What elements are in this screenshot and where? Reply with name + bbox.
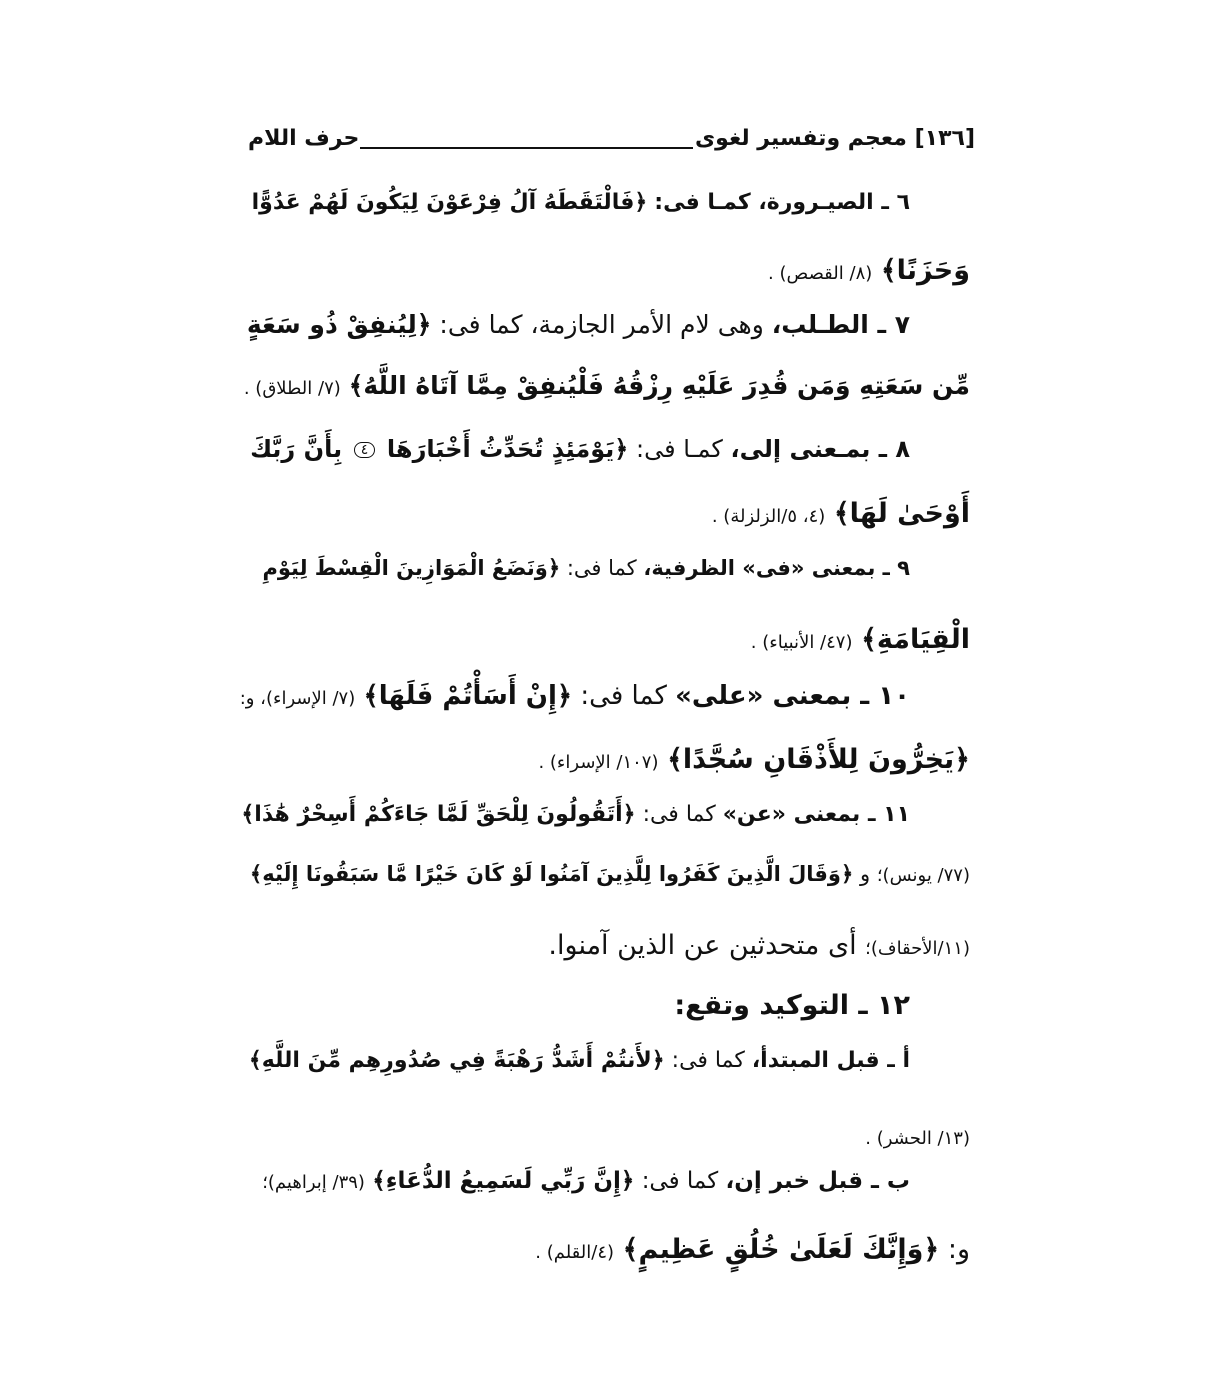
quran-quote: وَحَزَنًا﴾ xyxy=(880,255,970,286)
quran-quote: ﴿إِنْ أَسَأْتُمْ فَلَهَا﴾ xyxy=(363,681,573,711)
quran-quote: مِّن سَعَتِهِ وَمَن قُدِرَ عَلَيْهِ رِزْقُهُ فَلْيُنفِقْ مِمَّا آتَاهُ اللَّهُ﴾ xyxy=(348,371,970,400)
item-label: ١١ ـ بمعنى «عن» xyxy=(722,802,910,827)
quran-quote: أَوْحَىٰ لَهَا﴾ xyxy=(833,498,970,529)
item-text: و xyxy=(859,862,871,886)
item-12a-line-2 xyxy=(865,1122,970,1149)
item-11-line-2 xyxy=(250,864,970,885)
verse-number-marker: ٤ xyxy=(354,442,376,458)
item-label: ٨ ـ بمـعنى إلى، xyxy=(730,435,910,463)
quran-reference: (١٣/ الحشر) . xyxy=(865,1128,970,1149)
quran-quote: ﴿يَوْمَئِذٍ تُحَدِّثُ أَخْبَارَهَا xyxy=(386,435,629,463)
header-rule xyxy=(360,147,693,149)
item-11-line-3 xyxy=(548,932,970,959)
quran-reference: (٣٩/ إبراهيم)؛ xyxy=(262,1172,365,1193)
item-text: و: xyxy=(947,1234,970,1265)
quran-reference: (١١/الأحقاف)؛ xyxy=(865,938,970,959)
quran-reference: (٤/القلم) . xyxy=(535,1242,615,1263)
item-12b-line-1 xyxy=(262,1170,910,1193)
item-label: ٦ ـ الصيـرورة، كمـا فى: xyxy=(654,190,910,215)
quran-quote: ﴿إِنَّ رَبِّي لَسَمِيعُ الدُّعَاءِ﴾ xyxy=(372,1168,635,1194)
item-label: أ ـ قبل المبتدأ، xyxy=(751,1048,910,1073)
quran-quote: ﴿يَخِرُّونَ لِلأَذْقَانِ سُجَّدًا﴾ xyxy=(667,744,970,775)
item-label: ١٠ ـ بمعنى «على» xyxy=(675,681,910,711)
quran-reference: (٧/ الطلاق) . xyxy=(243,378,341,399)
item-12a-line-1 xyxy=(249,1050,910,1072)
item-text: كما فى: xyxy=(580,681,667,711)
item-9-line-2 xyxy=(751,626,970,653)
item-7-line-2 xyxy=(244,373,970,398)
item-6-line-1 xyxy=(252,192,910,214)
item-10-line-1 xyxy=(240,683,910,709)
item-6-line-2 xyxy=(768,257,970,284)
quran-quote: ﴿لأَنتُمْ أَشَدُّ رَهْبَةً فِي صُدُورِهِم مِّنَ اللَّهِ﴾ xyxy=(248,1048,665,1073)
item-text: كما فى: xyxy=(641,1168,719,1194)
quran-reference: (٤، ٥/الزلزلة) . xyxy=(711,506,826,527)
item-text: كمـا فى: xyxy=(636,435,723,463)
item-text: كما فى: xyxy=(642,802,716,827)
quran-reference: (١٠٧/ الإسراء) . xyxy=(538,752,659,773)
quran-quote: ﴿فَالْتَقَطَهُ آلُ فِرْعَوْنَ لِيَكُونَ لَهُمْ عَدُوًّا xyxy=(251,190,648,215)
item-12-heading xyxy=(674,992,910,1019)
item-10-line-2 xyxy=(538,746,970,773)
quran-reference: (٧/ الإسراء)، و: xyxy=(239,688,356,709)
item-text: أى متحدثين عن الذين آمنوا. xyxy=(548,930,857,961)
quran-quote: ﴿وَقَالَ الَّذِينَ كَفَرُوا لِلَّذِينَ آمَنُوا لَوْ كَانَ خَيْرًا مَّا سَبَقُونَا إِلَيْهِ﴾ xyxy=(249,862,854,886)
page-header xyxy=(248,126,975,166)
quran-reference: (٤٧/ الأنبياء) . xyxy=(750,632,853,653)
item-label: ٩ ـ بمعنى «فى» الظرفية، xyxy=(643,556,910,580)
quran-quote: ﴿لِيُنفِقْ ذُو سَعَةٍ xyxy=(246,310,432,339)
item-8-line-2 xyxy=(712,500,970,527)
quran-reference: (٧٧/ يونس)؛ xyxy=(876,865,970,886)
item-12b-line-2 xyxy=(535,1236,970,1263)
item-text: وهى لام الأمر الجازمة، كما فى: xyxy=(439,310,764,339)
quran-reference: (٨/ القصص) . xyxy=(768,263,873,284)
item-7-line-1 xyxy=(247,312,910,337)
item-label: ٧ ـ الطـلب، xyxy=(771,310,910,339)
quran-quote: ﴿أَتَقُولُونَ لِلْحَقِّ لَمَّا جَاءَكُمْ أَسِحْرٌ هَٰذَا﴾ xyxy=(241,802,636,827)
quran-quote: بِأَنَّ رَبَّكَ xyxy=(250,435,343,463)
quran-quote: ﴿وَإِنَّكَ لَعَلَىٰ خُلُقٍ عَظِيمٍ﴾ xyxy=(622,1234,940,1265)
item-label: ب ـ قبل خبر إن، xyxy=(725,1168,910,1194)
item-text: كما فى: xyxy=(671,1048,745,1073)
section-title: حرف اللام xyxy=(248,126,360,151)
item-8-line-1 xyxy=(250,437,910,461)
item-label: ١٢ ـ التوكيد وتقع: xyxy=(674,990,910,1021)
page-number-title: [١٣٦] معجم وتفسير لغوى xyxy=(695,126,975,151)
item-9-line-1 xyxy=(262,558,910,579)
quran-quote: ﴿وَنَضَعُ الْمَوَازِينَ الْقِسْطَ لِيَوْمِ xyxy=(262,556,561,580)
item-text: كما فى: xyxy=(566,556,637,580)
quran-quote: الْقِيَامَةِ﴾ xyxy=(861,624,970,655)
item-11-line-1 xyxy=(241,804,910,826)
